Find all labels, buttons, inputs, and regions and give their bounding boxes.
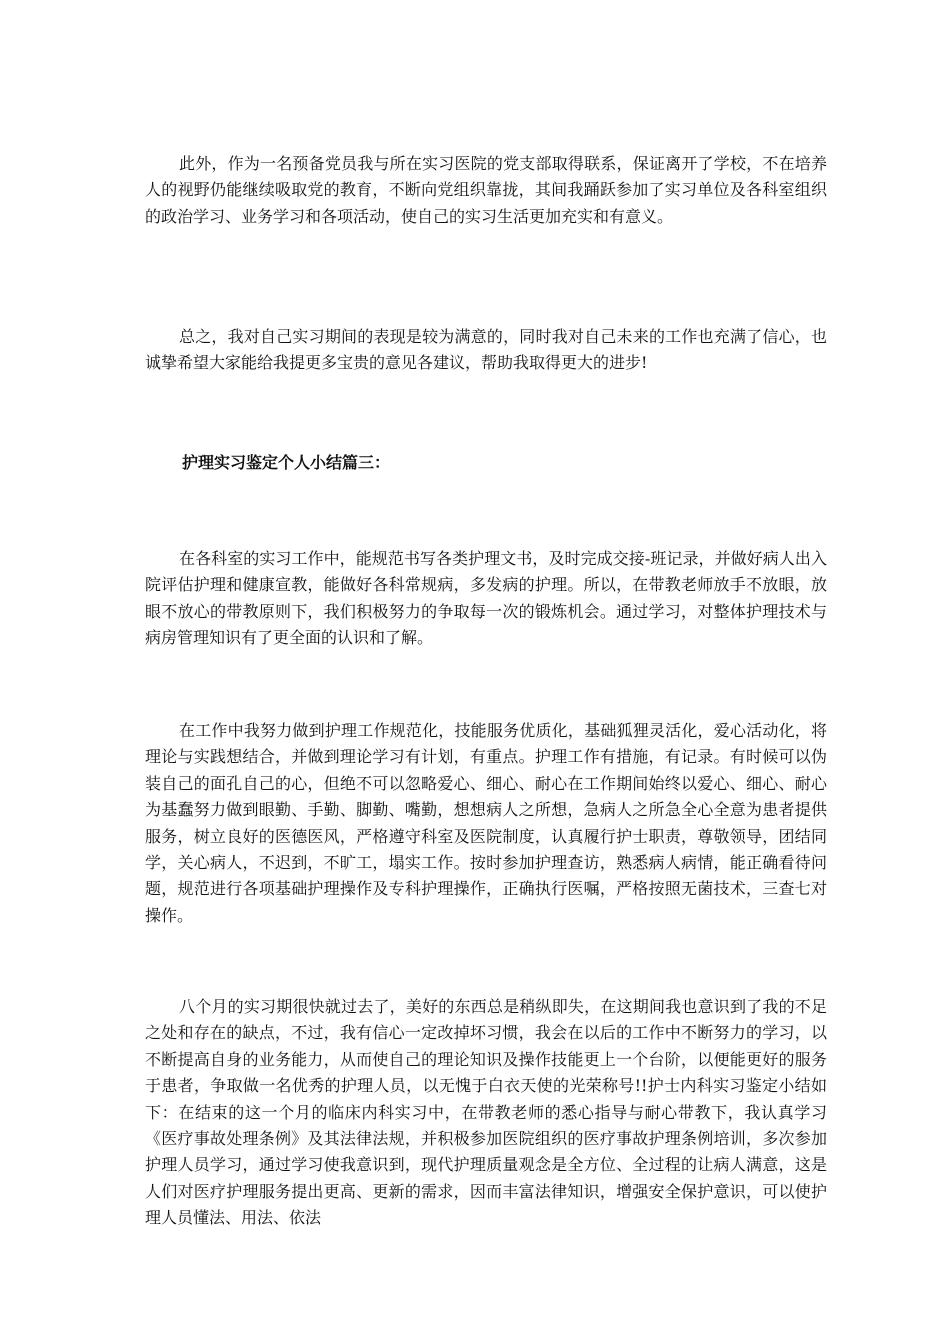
paragraph-internship-summary: 八个月的实习期很快就过去了，美好的东西总是稍纵即失，在这期间我也意识到了我的不足之处和存在的缺点，不过，我有信心一定改掉坏习惯，我会在以后的工作中不断努力的学习，以不断提高自身的业务能力，从而使自己的理论知识及操作技能更上一个台阶，以便能更好的服务于患者，争取做一名优秀的护理人员，以无愧于白衣天使的光荣称号!!护士内科实习鉴定小结如下：在结束的这一个月的临床内科实习中，在带教老师的悉心指导与耐心带教下，我认真学习《医疗事故处理条例》及其法律法规，并积极参加医院组织的医疗事故护理条例培训，多次参加护理人员学习，通过学习使我意识到，现代护理质量观念是全方位、全过程的让病人满意，这是人们对医疗护理服务提出更高、更新的需求，因而丰富法律知识，增强安全保护意识，可以使护理人员懂法、用法、依法 (145, 997, 827, 1228)
section-heading: 护理实习鉴定个人小结篇三： (182, 453, 391, 472)
paragraph-party-member: 此外，作为一名预备党员我与所在实习医院的党支部取得联系，保证离开了学校，不在培养人的视野仍能继续吸取党的教育，不断向党组织靠拢，其间我踊跃参加了实习单位及各科室组织的政治学习、业务学习和各项活动，使自己的实习生活更加充实和有意义。 (145, 154, 827, 226)
paragraph-nursing-standards: 在工作中我努力做到护理工作规范化，技能服务优质化，基础狐狸灵活化，爱心活动化，将理论与实践想结合，并做到理论学习有计划，有重点。护理工作有措施，有记录。有时候可以伪装自己的面孔自己的心，但绝不可以忽略爱心、细心、耐心在工作期间始终以爱心、细心、耐心为基蠢努力做到眼勤、手勤、脚勤、嘴勤，想想病人之所想，急病人之所急全心全意为患者提供服务，树立良好的医德医风，严格遵守科室及医院制度，认真履行护士职责，尊敬领导，团结同学，关心病人，不迟到，不旷工，塌实工作。按时参加护理查访，熟悉病人病情，能正确看待问题，规范进行各项基础护理操作及专科护理操作，正确执行医嘱，严格按照无菌技术，三查七对操作。 (145, 721, 827, 925)
paragraph-conclusion: 总之，我对自己实习期间的表现是较为满意的，同时我对自己未来的工作也充满了信心，也诚挚希望大家能给我提更多宝贵的意见各建议，帮助我取得更大的进步! (145, 327, 827, 373)
paragraph-department-work: 在各科室的实习工作中，能规范书写各类护理文书，及时完成交接-班记录，并做好病人出入院评估护理和健康宣教，能做好各科常规病，多发病的护理。所以，在带教老师放手不放眼，放眼不放心的带教原则下，我们积极努力的争取每一次的锻炼机会。通过学习，对整体护理技术与病房管理知识有了更全面的认识和了解。 (145, 549, 827, 648)
